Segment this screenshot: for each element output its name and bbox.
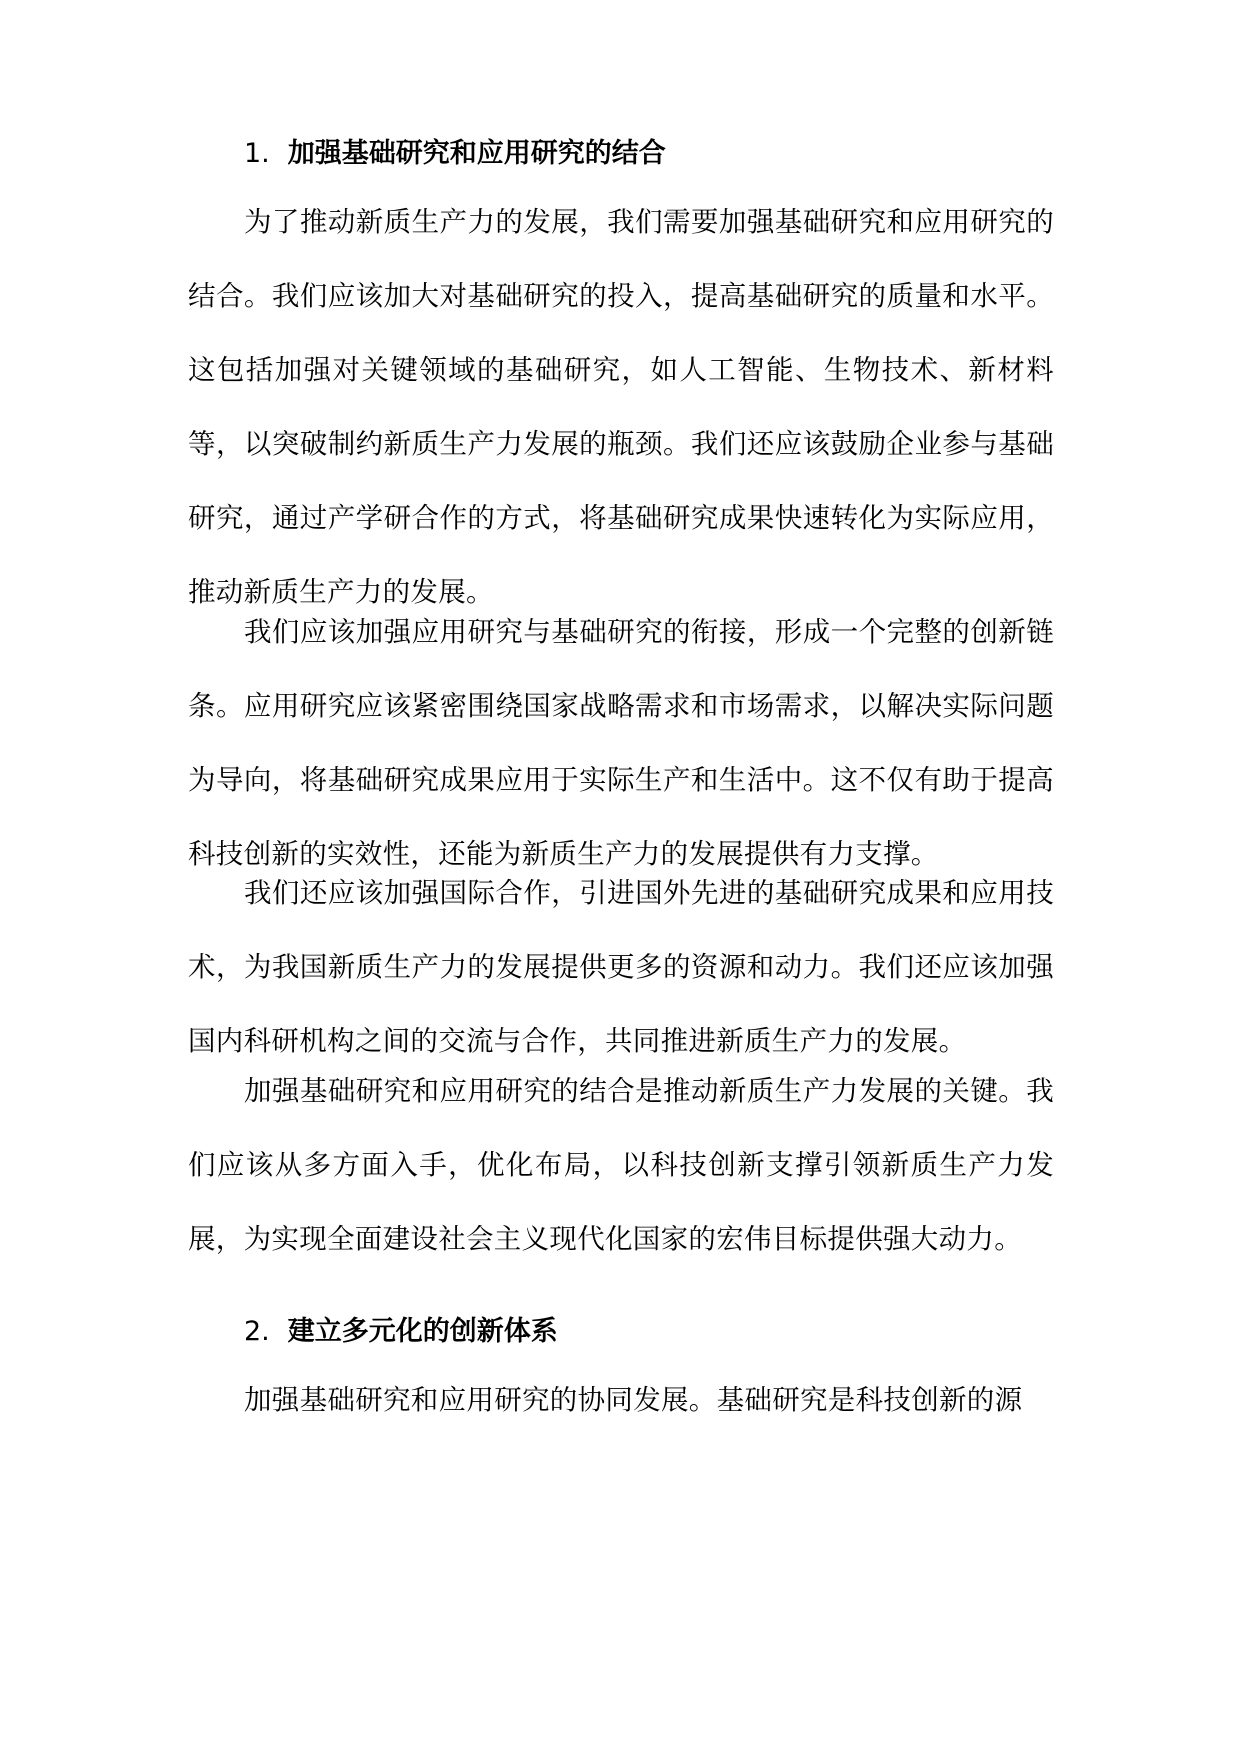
- section-1-paragraph-4: 加强基础研究和应用研究的结合是推动新质生产力发展的关键。我们应该从多方面入手，优化布局，以科技创新支撑引领新质生产力发展，为实现全面建设社会主义现代化国家的宏伟目标提供强大动力。: [188, 1075, 1054, 1255]
- section-2-number: 2.: [244, 1316, 270, 1347]
- section-1-paragraph-3: 我们还应该加强国际合作，引进国外先进的基础研究成果和应用技术，为我国新质生产力的发展提供更多的资源和动力。我们还应该加强国内科研机构之间的交流与合作，共同推进新质生产力的发展。: [188, 877, 1054, 1057]
- section-1-paragraph-1: 为了推动新质生产力的发展，我们需要加强基础研究和应用研究的结合。我们应该加大对基础研究的投入，提高基础研究的质量和水平。这包括加强对关键领域的基础研究，如人工智能、生物技术、新材料等，以突破制约新质生产力发展的瓶颈。我们还应该鼓励企业参与基础研究，通过产学研合作的方式，将基础研究成果快速转化为实际应用，推动新质生产力的发展。: [188, 206, 1054, 608]
- section-2-title: 建立多元化的创新体系: [287, 1316, 558, 1347]
- section-1-number: 1.: [244, 138, 270, 169]
- section-1-heading: [244, 136, 666, 172]
- section-1-title: 加强基础研究和应用研究的结合: [287, 138, 666, 169]
- section-1-paragraph-2: 我们应该加强应用研究与基础研究的衔接，形成一个完整的创新链条。应用研究应该紧密围绕国家战略需求和市场需求，以解决实际问题为导向，将基础研究成果应用于实际生产和生活中。这不仅有助于提高科技创新的实效性，还能为新质生产力的发展提供有力支撑。: [188, 616, 1054, 870]
- section-2-heading: [244, 1314, 558, 1350]
- section-2-paragraph-1: 加强基础研究和应用研究的协同发展。基础研究是科技创新的源: [244, 1384, 1023, 1416]
